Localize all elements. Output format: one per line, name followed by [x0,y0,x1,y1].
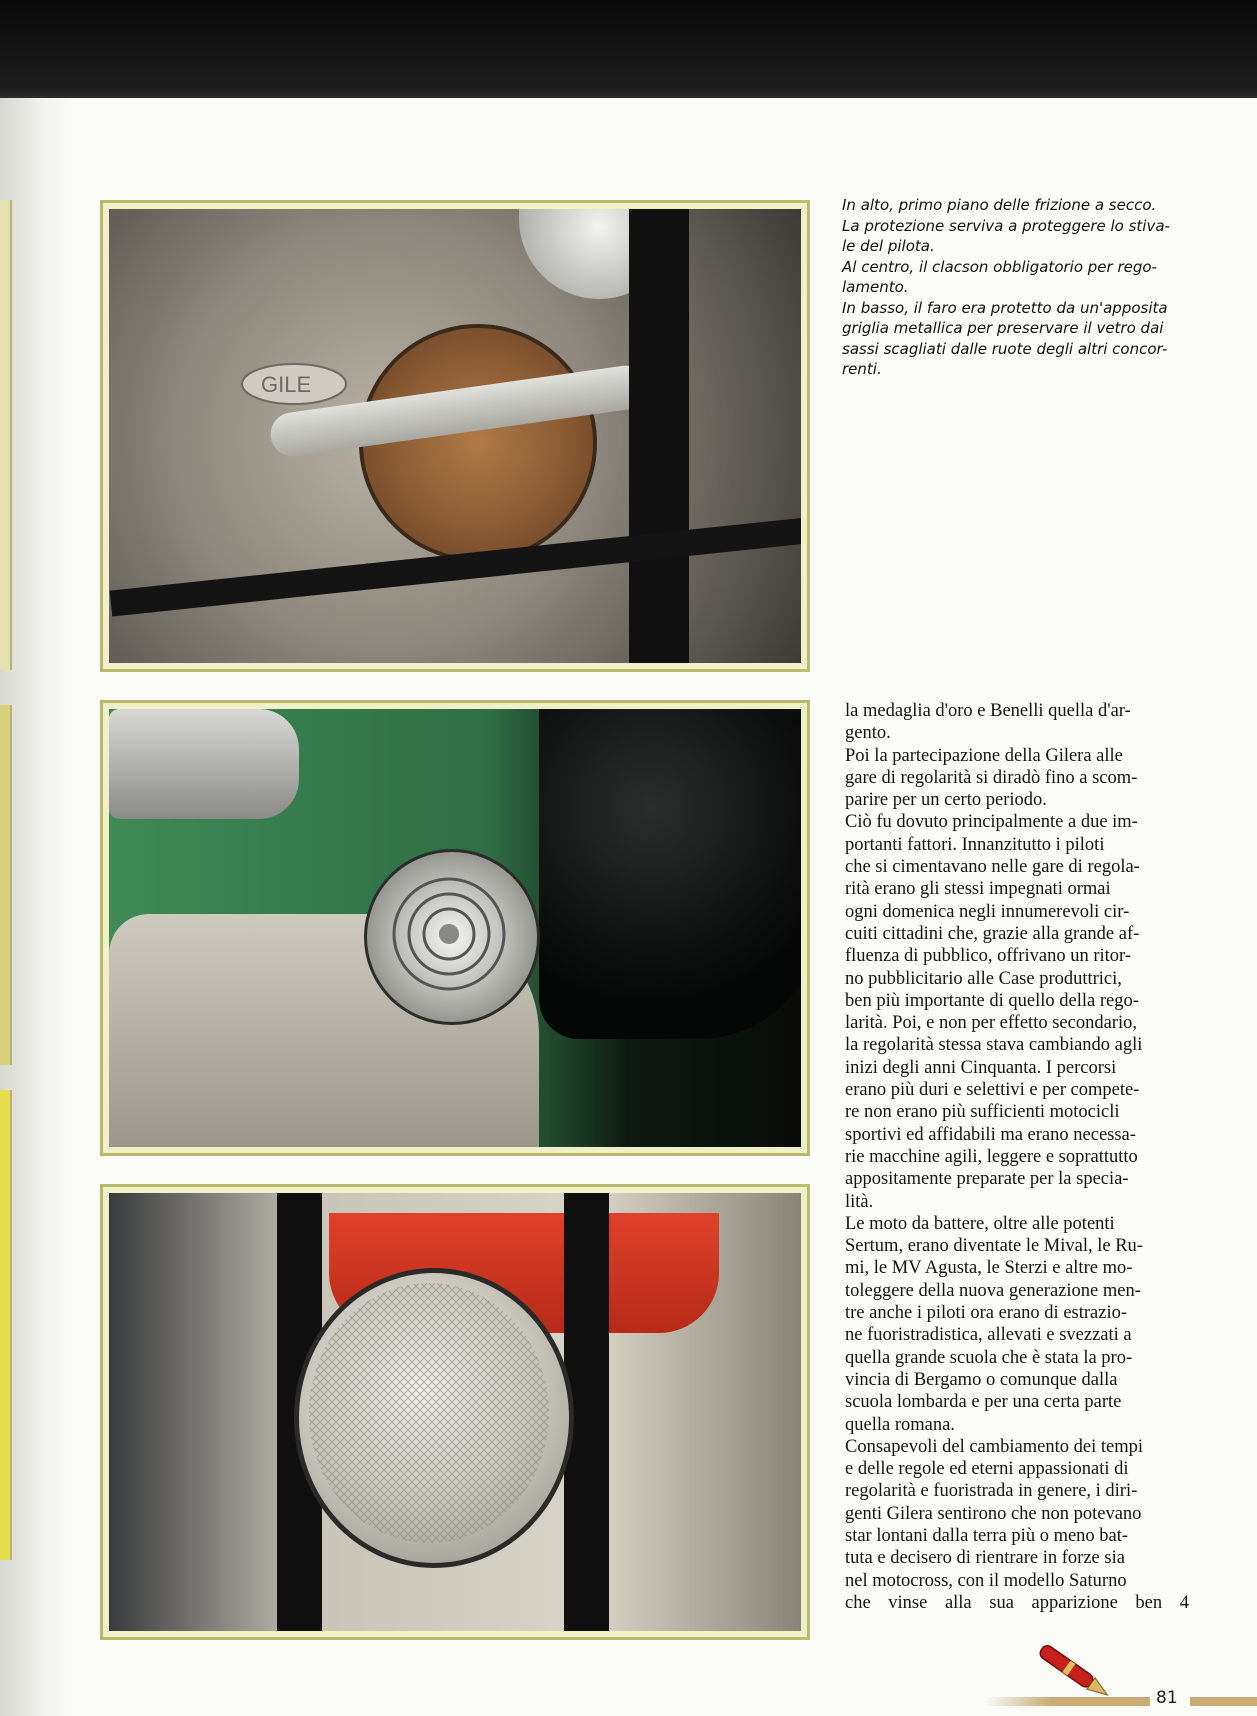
body-line: lità. [845,1191,874,1212]
photo-horn [109,709,801,1147]
body-line: nel motocross, con il modello Saturno [845,1570,1127,1591]
caption-line: Al centro, il clacson obbligatorio per rego- [842,257,1157,276]
logo-text: GILE [261,372,312,397]
body-line: Ciò fu dovuto principalmente a due im- [845,812,1138,833]
body-line: re non erano più sufficienti motocicli [845,1102,1120,1123]
body-line: tuta e decisero di rientrare in forze sia [845,1548,1125,1569]
body-line: cuiti cittadini che, grazie alla grande af- [845,923,1140,944]
caption-line: In basso, il faro era protetto da un'apposita [842,298,1168,317]
body-line: ben più importante di quello della rego- [845,990,1139,1011]
motorcycle-frame-tube [629,209,689,663]
scan-background-top [0,0,1257,108]
photo-frame-top [100,200,810,672]
body-line: che vinse alla sua apparizione ben 4 [845,1592,1189,1613]
body-line: Poi la partecipazione della Gilera alle [845,745,1123,766]
body-line: quella grande scuola che è stata la pro- [845,1347,1133,1368]
body-line: Le moto da battere, oltre alle potenti [845,1213,1115,1234]
body-line: fluenza di pubblico, offrivano un ritor- [845,946,1131,967]
caption-line: In alto, primo piano delle frizione a secco. [842,196,1157,214]
body-line: genti Gilera sentirono che non potevano [845,1503,1142,1524]
body-line: che si cimentavano nelle gare di regola- [845,857,1140,878]
horn-grille-icon [384,869,514,999]
body-line: erano più duri e selettivi e per compete- [845,1080,1140,1101]
photo-headlamp [109,1193,801,1631]
facing-page-edge [0,200,12,670]
body-line: vincia di Bergamo o comunque dalla [845,1369,1118,1390]
body-line: ogni domenica negli innumerevoli cir- [845,901,1130,922]
body-line: Consapevoli del cambiamento dei tempi [845,1436,1143,1457]
caption-line: griglia metallica per preservare il vetro dai [842,319,1164,337]
body-line: no pubblicitario alle Case produttrici, [845,968,1122,989]
body-line: parire per un certo periodo. [845,790,1047,811]
body-line: gento. [845,723,891,744]
body-line: Sertum, erano diventate le Mival, le Ru- [845,1236,1143,1257]
fountain-pen-icon [1015,1640,1125,1700]
facing-page-edge [0,705,12,1065]
body-line: regolarità e fuoristrada in genere, i diri- [845,1481,1138,1502]
body-line: rità erano gli stessi impegnati ormai [845,879,1111,900]
page-gutter [0,98,80,1716]
photo-caption [842,195,1188,380]
body-line: toleggere della nuova generazione men- [845,1280,1141,1301]
body-line: mi, le MV Agusta, le Sterzi e altre mo- [845,1258,1133,1279]
page-number: 81 [1156,1688,1178,1708]
caption-line: sassi scagliati dalle ruote degli altri concor- [842,339,1168,358]
body-line: rie macchine agili, leggere e soprattutto [845,1146,1138,1167]
body-line: la regolarità stessa stava cambiando agli [845,1035,1143,1056]
body-line: la medaglia d'oro e Benelli quella d'ar- [845,701,1131,721]
mesh-grille-icon [304,1278,554,1548]
photo-clutch [109,209,801,663]
article-body [845,700,1189,1614]
caption-line: La protezione serviva a proteggere lo stiva- [842,216,1170,235]
caption-line: le del pilota. [842,237,935,255]
carburettor [109,709,299,819]
body-line: sportivi ed affidabili ma erano necessa- [845,1124,1136,1145]
body-line: gare di regolarità si diradò fino a scom- [845,767,1138,788]
facing-page-edge [0,1090,12,1560]
body-line: appositamente preparate per la specia- [845,1169,1129,1190]
photo-frame-bottom [100,1184,810,1640]
body-line: portanti fattori. Innanzitutto i piloti [845,834,1105,855]
body-line: larità. Poi, e non per effetto secondario, [845,1013,1137,1034]
caption-line: lamento. [842,278,909,296]
footer-rule-right [1190,1697,1257,1706]
caption-line: renti. [842,360,882,378]
body-line: tre anche i piloti ora erano di estrazio- [845,1303,1127,1324]
fuel-tank-black [539,709,801,1039]
body-line: star lontani dalla terra più o meno bat- [845,1525,1129,1546]
body-line: e delle regole ed eterni appassionati di [845,1459,1129,1480]
clutch-plate [359,324,597,562]
photo-frame-middle [100,700,810,1156]
gilera-logo-badge [239,359,349,409]
body-line: inizi degli anni Cinquanta. I percorsi [845,1057,1117,1078]
body-line: quella romana. [845,1414,955,1435]
body-line: scuola lombarda e per una certa parte [845,1392,1122,1413]
body-line: ne fuoristradistica, allevati e svezzati a [845,1325,1132,1346]
